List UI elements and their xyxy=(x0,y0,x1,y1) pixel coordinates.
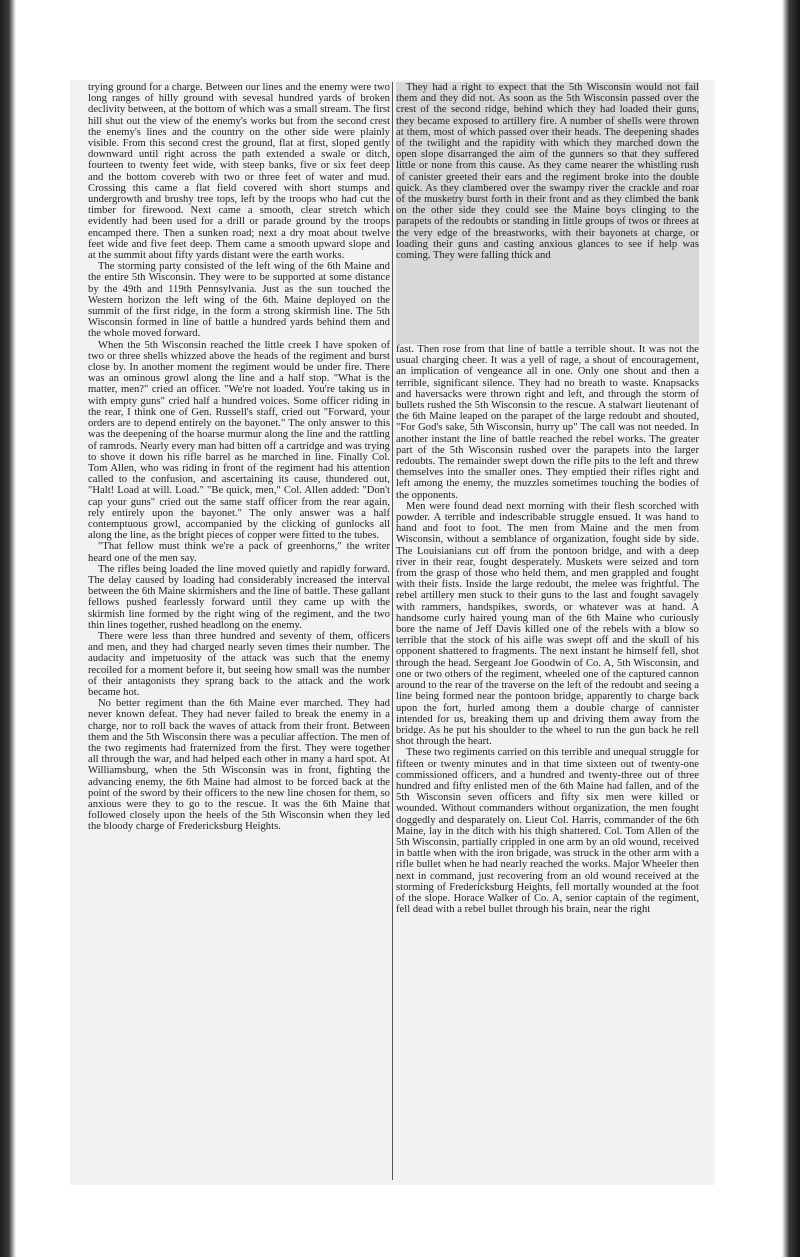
paragraph: These two regiments carried on this terrible and unequal struggle for fifteen or twenty minutes and in that time sixteen out of twenty-one commissioned officers, and a hundred and twenty-three out of three hundred and fifty enlisted men of the 6th Maine had fallen, and of the 5th Wisconsin seven officers and fifty six men were killed or wounded. Without commanders without organization, the men fought doggedly and desparately on. Lieut Col. Harris, commander of the 6th Maine, lay in the ditch with his thigh shattered. Col. Tom Allen of the 5th Wisconsin, partially crippled in one arm by an old wound, received in battle when with the iron brigade, was struck in the other arm with a rifle bullet when he had nearly reached the works. Major Wheeler then next in command, just recovering from an old wound received at the storming of Fredericksburg Heights, fell mortally wounded at the foot of the slope. Horace Walker of Co. A, senior captain of the regiment, fell dead with a rebel bullet through his brain, near the right xyxy=(396,747,699,916)
paragraph: When the 5th Wisconsin reached the little creek I have spoken of two or three shells whizzed above the heads of the regiment and burst close by. In another moment the regiment would be under fire. There was an ominous growl along the line and a half stop. "What is the matter, men?" cried an officer. "We're not loaded. You're taking us in with empty guns" cried half a hundred voices. Some officer riding in the rear, I think one of Gen. Russell's staff, cried out "Forward, your orders are to depend entirely on the bayonet." The only answer to this was the deepening of the hoarse murmur along the line and the rattling of ramrods. Nearly every man had bitten off a cartridge and was trying to shove it down his rifle barrel as he marched in line. Finally Col. Tom Allen, who was riding in front of the regiment had his attention called to the confusion, and ascertaining its cause, thundered out, "Halt! Load at will. Load." "Be quick, men," Col. Allen added: "Don't cap your guns" cried out the same staff officer from the rear again, rely entirely upon the bayonet." The only answer was a half contemptuous growl, accompanied by the clicking of gunlocks all along the line, as the bright pieces of copper were fitted to the tubes. xyxy=(88,339,390,542)
paragraph: The storming party consisted of the left wing of the 6th Maine and the entire 5th Wisconsin. They were to be supported at some distance by the 49th and 119th Pennsylvania. Just as the sun touched the Western horizon the left wing of the 6th. Maine deployed on the summit of the first ridge, in the form a strong skirmish line. The 5th Wisconsin formed in line of battle a hundred yards behind them and the whole moved forward. xyxy=(88,261,390,340)
left-text-column xyxy=(88,82,390,1182)
right-text-column xyxy=(396,82,699,1190)
paragraph: There were less than three hundred and seventy of them, officers and men, and they had charged nearly seven times their number. The audacity and impetuosity of the attack was such that the enemy recoiled for a moment before it, but seeing how small was the number of their antagonists they sprang back to the attack and the work became hot. xyxy=(88,630,390,698)
right-column-top-block xyxy=(396,82,699,344)
paragraph: "That fellow must think we're a pack of greenhorns," the writer heard one of the men say. xyxy=(88,541,390,564)
paragraph: Men were found dead next morning with their flesh scorched with powder. A terrible and indescribable struggle ensued. It was hand to hand and foot to foot. The men from Maine and the men from Wisconsin, without a semblance of organization, fought side by side. The Louisianians cut off from the pontoon bridge, and with a deep river in their rear, fought desperately. Muskets were seized and torn from the grasp of those who held them, and men grappled and fought with their fists. Inside the large redoubt, the melee was frightful. The rebel artillery men stuck to their guns to the last and fought savagely with rammers, handspikes, swords, or whatever was at hand. A handsome curly haired young man of the 6th Maine who curiously bore the name of Jeff Davis killed one of the rebels with a blow so terrible that the stock of his aifle was swept off and the skull of his opponent shattered to fragments. The next instant he himself fell, shot through the head. Sergeant Joe Goodwin of Co. A, 5th Wisconsin, and one or two others of the regiment, wheeled one of the captured cannon around to the rear of the traverse on the left of the redoubt and seeing a line being formed near the pontoon bridge, apparently to charge back upon the fort, hurled among them a double charge of cannister intended for us, breaking them up and driving them away from the bridge. As he put his shoulder to the wheel to run the gun back he rell shot through the heart. xyxy=(396,500,699,748)
paragraph: trying ground for a charge. Between our lines and the enemy were two long ranges of hilly ground with sevesal hundred yards of broken declivity between, at the bottom of which was a small stream. The first hill shut out the view of the enemy's works but from the second crest the enemy's lines and the country on the other side were plainly visible. From this second crest the ground, flat at first, sloped gently downward until right across the path extended a swale or ditch, fourteen to twenty feet wide, with steep banks, five or six feet deep and the bottom covereb with two or three feet of water and mud. Crossing this came a flat field covered with short stumps and undergrowth and brushy tree tops, left by the troops who had cut the timber for firewood. Next came a smooth, clear stretch which evidently had been used for a drill or parade ground by the troops encamped there. Then a sunken road; next a dry moat about twelve feet wide and five feet deep. Them came a smooth upward slope and at the summit about fifty yards distant were the earth works. xyxy=(88,82,390,262)
scan-edge-right xyxy=(782,0,800,1257)
paragraph: The rifles being loaded the line moved quietly and rapidly forward. The delay caused by loading had considerably increased the interval between the 6th Maine skirmishers and the line of battle. These gallant fellows pushed fearlessly forward until they came up with the skirmish line formed by the right wing of the regiment, and the two thin lines together, rushed headlong on the enemy. xyxy=(88,563,390,631)
paragraph: They had a right to expect that the 5th Wisconsin would not fail them and they did not. As soon as the 5th Wisconsin passed over the crest of the second ridge, behind which they had loaded their guns, they became exposed to artillery fire. A number of shells were thrown at them, most of which passed over their heads. The deepening shades of the twilight and the rapidity with which they marched down the open slope disarranged the aim of the gunners so that they suffered little or none from this cause. As they came nearer the whistling rush of canister greeted their ears and the regiment broke into the double quick. As they clambered over the swampy river the crackle and roar of the musketry burst forth in their front and as they climbed the bank on the other side they could see the Maine boys clinging to the parapets of the redoubts or standing in little groups of twos or threes at the very edge of the breastworks, with their bayonets at charge, or loading their guns and casting anxious glances to see if help was coming. They were falling thick and xyxy=(396,82,699,262)
column-rule xyxy=(392,82,393,1180)
paragraph: fast. Then rose from that line of battle a terrible shout. It was not the usual charging cheer. It was a yell of rage, a shout of encouragement, an implication of vengeance all in one. Only one shout and then a terrible, significant silence. They had no breath to waste. Knapsacks and haversacks were thrown right and left, and through the storm of bullets rushed the 5th Wisconsin to the rescue. A stalwart lieutenant of the 6th Maine leaped on the parapet of the large redoubt and shouted, "For God's sake, 5th Wisconsin, hurry up" The call was not needed. In another instant the line of battle reached the rebel works. The greater part of the 5th Wisconsin rushed over the parapets into the larger redoubts. The remainder swept down the rifle pits to the left and threw themselves into the smaller ones. They emptied their rifles right and left among the enemy, the muzzles sometimes touching the bodies of the opponents. xyxy=(396,344,699,501)
scan-edge-left xyxy=(0,0,16,1257)
paragraph: No better regiment than the 6th Maine ever marched. They had never known defeat. They had never failed to break the enemy in a charge, nor to roll back the waves of attack from their front. Between them and the 5th Wisconsin there was a peculiar affection. The men of the two regiments had fraternized from the first. They were together all through the war, and had helped each other in many a hard spot. At Williamsburg, when the 5th Wisconsin was in front, fighting the advancing enemy, the 6th Maine had almost to be forced back at the point of the sword by their officers to the new line chosen for them, so anxious were they to go to the rescue. It was the 6th Maine that followed closely upon the heels of the 5th Wisconsin when they led the bloody charge of Fredericksburg Heights. xyxy=(88,698,390,833)
